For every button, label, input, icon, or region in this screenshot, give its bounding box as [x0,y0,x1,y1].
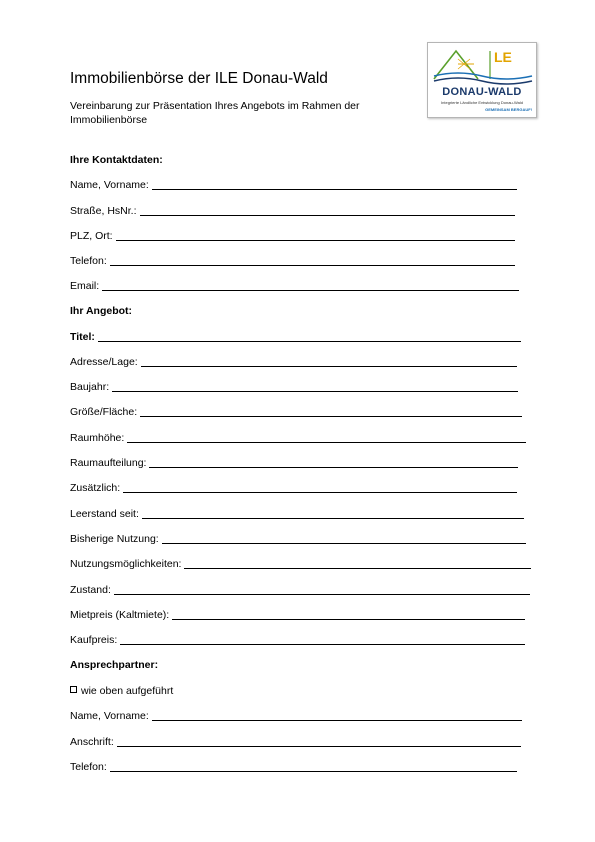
page-title: Immobilienbörse der ILE Donau-Wald [70,70,328,87]
fill-in-line[interactable] [152,189,517,190]
form-row [70,608,517,622]
checkbox-icon[interactable] [70,686,77,693]
form-row [70,405,517,419]
field-label: Telefon: [70,255,107,267]
form-row [70,229,517,243]
field-label: Titel: [70,331,95,343]
logo-name: DONAU-WALD [442,86,522,98]
section-heading: Ihr Angebot: [70,305,133,317]
fill-in-line[interactable] [140,416,522,417]
field-label: Raumhöhe: [70,432,125,444]
fill-in-line[interactable] [117,746,521,747]
form-row [70,532,517,546]
form-row [70,735,517,749]
form-row [70,633,517,647]
fill-in-line[interactable] [152,720,522,721]
fill-in-line[interactable] [98,341,521,342]
page-subtitle: Vereinbarung zur Präsentation Ihres Angebots im Rahmen der Immobilienbörse [70,100,360,126]
form-row [70,279,517,293]
form-row [70,507,517,521]
fill-in-line[interactable] [184,568,531,569]
fill-in-line[interactable] [110,771,517,772]
fill-in-line[interactable] [172,619,525,620]
section-heading: Ansprechpartner: [70,659,159,671]
form-row [70,481,517,495]
fill-in-line[interactable] [123,492,517,493]
fill-in-line[interactable] [102,290,519,291]
fill-in-line[interactable] [120,644,525,645]
form-row [70,178,517,192]
form-row [70,254,517,268]
form-row [70,557,517,571]
fill-in-line[interactable] [127,442,526,443]
fill-in-line[interactable] [141,366,517,367]
field-label: Kaufpreis: [70,634,118,646]
field-label: Zusätzlich: [70,482,121,494]
field-label: Mietpreis (Kaltmiete): [70,609,170,621]
logo-graphic [428,43,536,117]
field-label: Email: [70,280,100,292]
form-row [70,355,517,369]
field-label: Baujahr: [70,381,110,393]
fill-in-line[interactable] [114,594,530,595]
form-row [70,431,517,445]
field-label: Name, Vorname: [70,710,149,722]
field-label: Straße, HsNr.: [70,205,137,217]
checkbox-label: wie oben aufgeführt [81,685,174,697]
field-label: Telefon: [70,761,107,773]
field-label: Adresse/Lage: [70,356,138,368]
ile-logo [427,42,537,118]
fill-in-line[interactable] [110,265,515,266]
field-label: Raumaufteilung: [70,457,147,469]
logo-le: LE [494,49,512,65]
form-row [70,760,517,774]
form-row [70,709,517,723]
form-row [70,583,517,597]
section-heading: Ihre Kontaktdaten: [70,154,163,166]
same-as-above-option[interactable] [70,684,517,698]
field-label: Leerstand seit: [70,508,139,520]
logo-tagline: Integrierte Ländliche Entwicklung Donau-Wald [441,100,523,105]
form-row [70,204,517,218]
fill-in-line[interactable] [112,391,518,392]
field-label: Nutzungsmöglichkeiten: [70,558,182,570]
field-label: Bisherige Nutzung: [70,533,159,545]
field-label: Name, Vorname: [70,179,149,191]
fill-in-line[interactable] [116,240,515,241]
form-row [70,330,517,344]
field-label: PLZ, Ort: [70,230,113,242]
field-label: Größe/Fläche: [70,406,138,418]
fill-in-line[interactable] [142,518,524,519]
fill-in-line[interactable] [140,215,515,216]
field-label: Zustand: [70,584,111,596]
form-row [70,456,517,470]
form-row [70,380,517,394]
field-label: Anschrift: [70,736,114,748]
logo-claim: GEMEINSAM BERGAUF! [485,107,532,112]
fill-in-line[interactable] [162,543,526,544]
fill-in-line[interactable] [149,467,518,468]
